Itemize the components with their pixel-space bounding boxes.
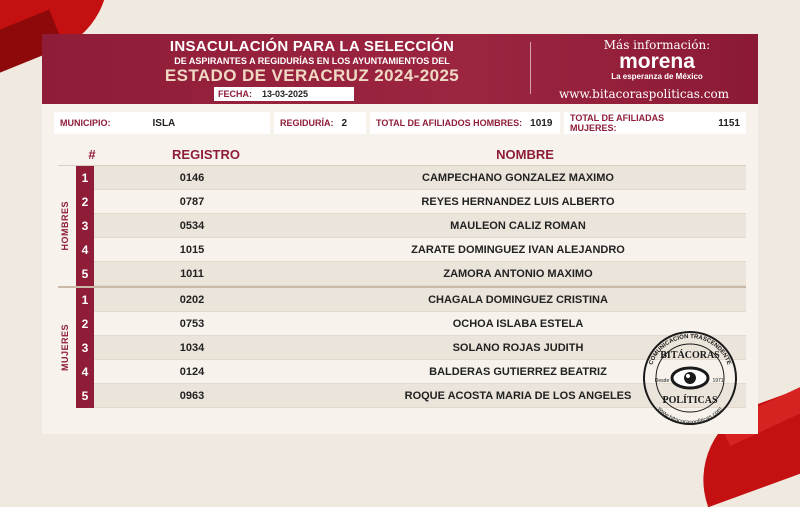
- morena-slogan: La esperanza de México: [611, 72, 703, 81]
- municipio-value: ISLA: [152, 117, 176, 129]
- watermark-ring-bottom: www.bitacoraspoliticas.com: [656, 406, 724, 427]
- row-registro: 0202: [179, 293, 205, 306]
- hombres-rows: [76, 166, 746, 286]
- row-number: 1: [76, 166, 94, 190]
- table-row: [76, 166, 746, 190]
- row-number: 5: [76, 384, 94, 408]
- row-number: 2: [76, 190, 94, 214]
- row-registro: 1034: [179, 341, 205, 354]
- row-nombre: MAULEON CALIZ ROMAN: [450, 219, 586, 232]
- info-bar: [54, 112, 746, 134]
- watermark-line-2: POLÍTICAS: [662, 395, 718, 406]
- municipio-label: MUNICIPIO:: [60, 118, 111, 128]
- date-label: FECHA:: [218, 89, 252, 99]
- row-nombre: ROQUE ACOSTA MARIA DE LOS ANGELES: [404, 389, 632, 402]
- table-row: [76, 190, 746, 214]
- row-registro: 0963: [179, 389, 205, 402]
- row-number: 3: [76, 214, 94, 238]
- morena-block: [562, 38, 752, 81]
- row-number: 5: [76, 262, 94, 286]
- bitacoras-watermark: [636, 328, 744, 428]
- row-nombre: ZAMORA ANTONIO MAXIMO: [443, 267, 593, 280]
- title-line-3: ESTADO DE VERACRUZ 2024-2025: [164, 66, 460, 85]
- mujeres-total-value: 1151: [718, 117, 740, 129]
- mujeres-side-label: MUJERES: [60, 324, 70, 372]
- row-registro: 0787: [179, 195, 205, 208]
- row-nombre: CAMPECHANO GONZALEZ MAXIMO: [422, 171, 614, 184]
- municipio-cell: [54, 112, 270, 134]
- row-nombre: ZARATE DOMINGUEZ IVAN ALEJANDRO: [411, 243, 625, 256]
- hombres-total-label: TOTAL DE AFILIADOS HOMBRES:: [376, 118, 523, 128]
- watermark-left: Desde: [654, 378, 670, 384]
- row-nombre: CHAGALA DOMINGUEZ CRISTINA: [428, 293, 608, 306]
- table-header: [58, 144, 746, 166]
- column-header-registro: REGISTRO: [172, 147, 240, 162]
- date-value: 13-03-2025: [262, 89, 309, 99]
- hombres-total-value: 1019: [530, 117, 553, 129]
- regiduria-cell: [274, 112, 366, 134]
- header-banner: [42, 34, 758, 104]
- mujeres-total-cell: [564, 112, 746, 134]
- svg-text:www.bitacoraspoliticas.com: [656, 405, 724, 426]
- row-number: 2: [76, 312, 94, 336]
- row-registro: 0124: [179, 365, 205, 378]
- watermark-ring-top: COMUNICACIÓN TRASCENDENTE: [648, 333, 732, 366]
- table-row: [76, 288, 746, 312]
- row-number: 3: [76, 336, 94, 360]
- more-info-label: Más información:: [603, 38, 711, 52]
- date-box: [214, 87, 354, 101]
- regiduria-value: 2: [341, 117, 348, 129]
- morena-logo: morena: [619, 50, 695, 73]
- table-row: [76, 238, 746, 262]
- column-header-number: #: [88, 147, 96, 162]
- row-registro: 1015: [179, 243, 205, 256]
- row-number: 4: [76, 360, 94, 384]
- hombres-side-label: HOMBRES: [60, 201, 70, 251]
- column-header-nombre: NOMBRE: [496, 147, 554, 162]
- row-nombre: OCHOA ISLABA ESTELA: [452, 317, 584, 330]
- table-row: [76, 262, 746, 286]
- watermark-line-1: BITÁCORAS: [660, 350, 720, 361]
- website-link[interactable]: www.bitacoraspoliticas.com: [558, 87, 730, 101]
- title-line-2: DE ASPIRANTES A REGIDURÍAS EN LOS AYUNTAMIENTOS DEL: [174, 56, 450, 66]
- row-registro: 0753: [179, 317, 205, 330]
- row-nombre: SOLANO ROJAS JUDITH: [452, 341, 584, 354]
- mujeres-total-label: TOTAL DE AFILIADAS MUJERES:: [570, 113, 665, 133]
- watermark-right: 1971: [712, 378, 724, 384]
- row-nombre: REYES HERNANDEZ LUIS ALBERTO: [421, 195, 615, 208]
- row-number: 4: [76, 238, 94, 262]
- row-registro: 0146: [179, 171, 205, 184]
- row-number: 1: [76, 288, 94, 312]
- row-nombre: BALDERAS GUTIERREZ BEATRIZ: [429, 365, 607, 378]
- title-line-1: INSACULACIÓN PARA LA SELECCIÓN: [169, 38, 455, 55]
- row-registro: 0534: [179, 219, 205, 232]
- hombres-total-cell: [370, 112, 560, 134]
- title-block: [102, 38, 522, 86]
- regiduria-label: REGIDURÍA:: [280, 118, 334, 128]
- row-registro: 1011: [180, 267, 204, 280]
- table-row: [76, 214, 746, 238]
- hombres-group: [58, 166, 746, 286]
